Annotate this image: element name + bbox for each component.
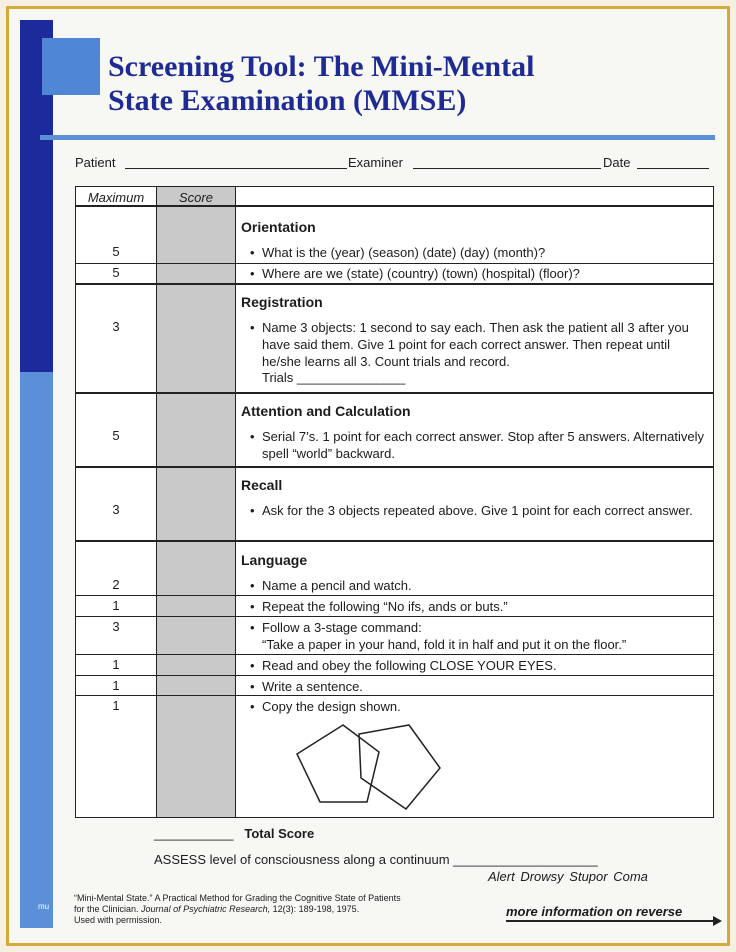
- citation-line-2: for the Clinician. Journal of Psychiatric Research, 12(3): 189-198, 1975.: [74, 904, 360, 914]
- mmse-form: [75, 186, 714, 818]
- max-value: 1: [112, 678, 120, 693]
- row-divider: [76, 654, 713, 655]
- patient-fields: [75, 155, 715, 173]
- item-text: • Name 3 objects: 1 second to say each. Then ask the patient all 3 after you have said them. Give 1 point for each correct answer. Then repeat until he/she learns all 3. Count trials and record.: [262, 319, 712, 370]
- section-divider: [76, 283, 713, 285]
- item-text: • Ask for the 3 objects repeated above. Give 1 point for each correct answer.: [262, 502, 712, 519]
- assess-line: ASSESS level of consciousness along a continuum ____________________: [154, 852, 598, 867]
- section-registration: Registration: [241, 294, 323, 310]
- examiner-field[interactable]: [413, 168, 601, 169]
- header-maximum: Maximum: [87, 190, 145, 205]
- pentagon-right: [359, 725, 440, 809]
- date-label: Date: [603, 155, 631, 170]
- pentagons-figure: [291, 722, 446, 817]
- page-title: [108, 50, 534, 118]
- row-divider: [76, 263, 713, 264]
- left-bar-light: [20, 372, 53, 928]
- row-divider: [76, 616, 713, 617]
- section-language: Language: [241, 552, 308, 568]
- title-line-2: State Examination (MMSE): [108, 84, 467, 117]
- item-text: • Follow a 3-stage command:: [262, 619, 712, 636]
- patient-field[interactable]: [125, 168, 347, 169]
- item-text-continued: “Take a paper in your hand, fold it in half and put it on the floor.”: [262, 637, 627, 652]
- item-text: • Repeat the following “No ifs, ands or buts.”: [262, 598, 712, 615]
- section-recall: Recall: [241, 477, 283, 493]
- row-divider: [76, 595, 713, 596]
- max-value: 5: [112, 265, 120, 280]
- citation-line-3: Used with permission.: [74, 915, 163, 925]
- max-value: 1: [112, 657, 120, 672]
- item-text: • Copy the design shown.: [262, 698, 712, 715]
- score-column[interactable]: [156, 187, 236, 817]
- edge-text: mu: [38, 902, 50, 911]
- section-attention: Attention and Calculation: [241, 403, 411, 419]
- consciousness-states: Alert Drowsy Stupor Coma: [488, 869, 648, 884]
- item-text: • Where are we (state) (country) (town) (hospital) (floor)?: [262, 265, 712, 282]
- patient-label: Patient: [75, 155, 116, 170]
- item-text: • Write a sentence.: [262, 678, 712, 695]
- title-rule: [40, 135, 715, 140]
- max-value: 1: [112, 698, 120, 713]
- arrow-icon: [506, 920, 718, 922]
- trials-field[interactable]: Trials _______________: [262, 370, 406, 385]
- item-text: • Read and obey the following CLOSE YOUR EYES.: [262, 657, 712, 674]
- max-value: 3: [112, 319, 120, 334]
- section-divider: [76, 540, 713, 542]
- total-score-blank[interactable]: ___________: [154, 826, 234, 841]
- item-text: • Serial 7’s. 1 point for each correct answer. Stop after 5 answers. Alternatively spell “world” backward.: [262, 428, 712, 462]
- max-value: 5: [112, 428, 120, 443]
- date-field[interactable]: [637, 168, 709, 169]
- examiner-label: Examiner: [348, 155, 403, 170]
- arrow-head-icon: [713, 916, 722, 926]
- title-line-1: Screening Tool: The Mini-Mental: [108, 50, 535, 83]
- section-divider: [76, 392, 713, 394]
- item-text: • Name a pencil and watch.: [262, 577, 712, 594]
- citation: [74, 893, 474, 926]
- section-orientation: Orientation: [241, 219, 316, 235]
- max-value: 1: [112, 598, 120, 613]
- total-score-label: Total Score: [244, 826, 315, 841]
- row-divider: [76, 675, 713, 676]
- decorative-square: [42, 38, 100, 95]
- more-info-link[interactable]: more information on reverse: [506, 904, 683, 919]
- pentagon-left: [297, 725, 379, 802]
- row-divider: [76, 695, 713, 696]
- citation-line-1: “Mini-Mental State.” A Practical Method for Grading the Cognitive State of Patients: [74, 893, 401, 903]
- max-value: 2: [112, 577, 120, 592]
- table-header: [76, 187, 713, 207]
- total-score-row: [154, 826, 314, 841]
- max-value: 3: [112, 619, 120, 634]
- section-divider: [76, 466, 713, 468]
- max-value: 3: [112, 502, 120, 517]
- item-text: • What is the (year) (season) (date) (day) (month)?: [262, 244, 712, 261]
- max-value: 5: [112, 244, 120, 259]
- header-score: Score: [179, 190, 213, 205]
